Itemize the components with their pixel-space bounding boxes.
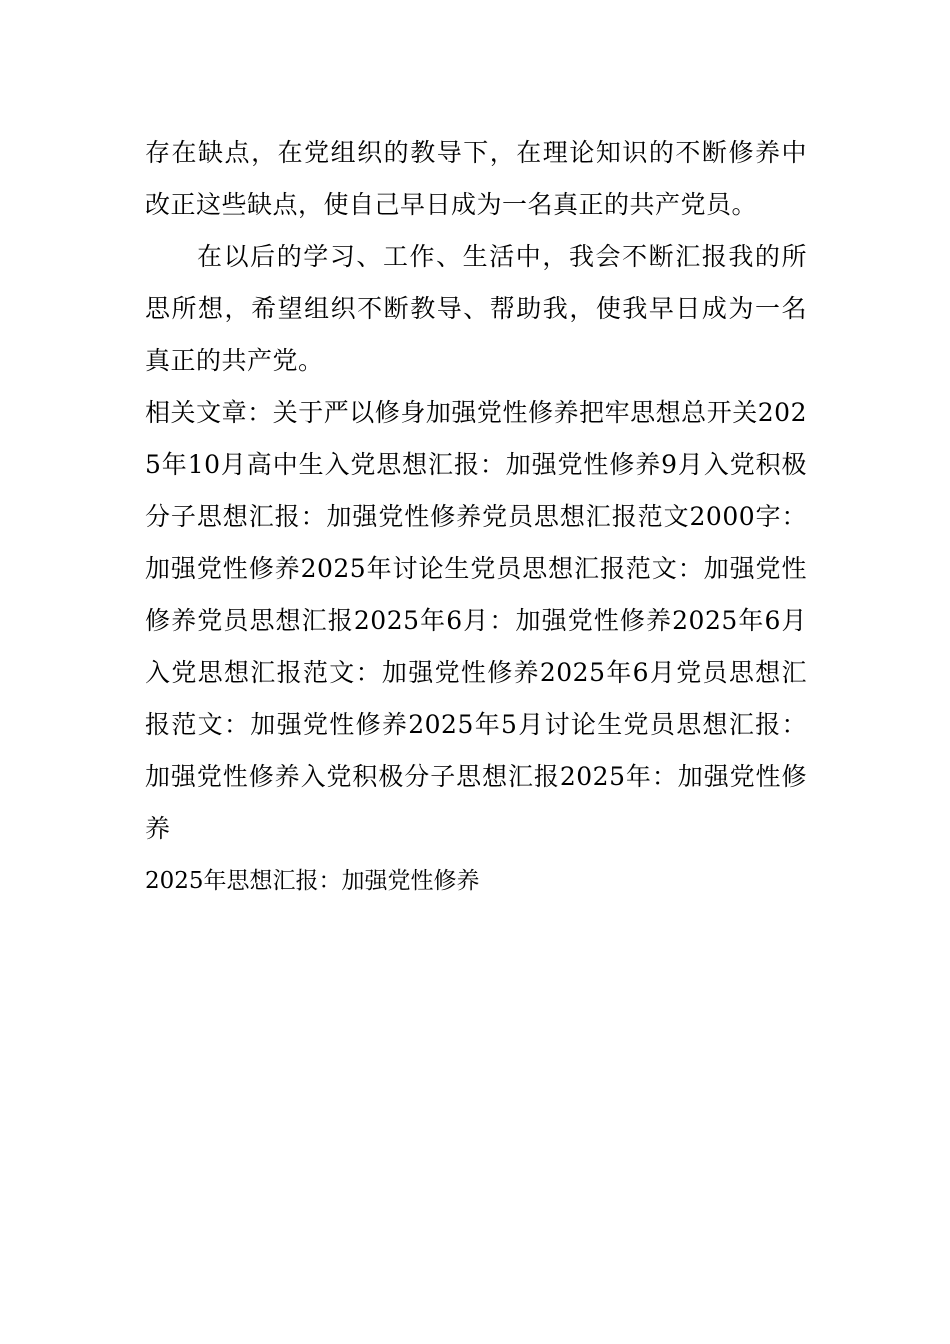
related-articles-text: 相关文章：关于严以修身加强党性修养把牢思想总开关2025年10月高中生入党思想汇报：加强党性修养9月入党积极分子思想汇报：加强党性修养党员思想汇报范文2000字：加强党性修养2025年讨论生党员思想汇报范文：加强党性修养党员思想汇报2025年6月：加强党性修养2025年6月入党思想汇报范文：加强党性修养2025年6月党员思想汇报范文：加强党性修养2025年5月讨论生党员思想汇报：加强党性修养入党积极分子思想汇报2025年：加强党性修养 xyxy=(145,398,807,843)
body-paragraph-1: 存在缺点，在党组织的教导下，在理论知识的不断修养中改正这些缺点，使自己早日成为一名真正的共产党员。 xyxy=(145,138,807,219)
document-body xyxy=(145,127,807,907)
body-paragraph-2: 在以后的学习、工作、生活中，我会不断汇报我的所思所想，希望组织不断教导、帮助我，使我早日成为一名真正的共产党。 xyxy=(145,242,807,375)
document-footer-title: 2025年思想汇报：加强党性修养 xyxy=(145,868,480,894)
